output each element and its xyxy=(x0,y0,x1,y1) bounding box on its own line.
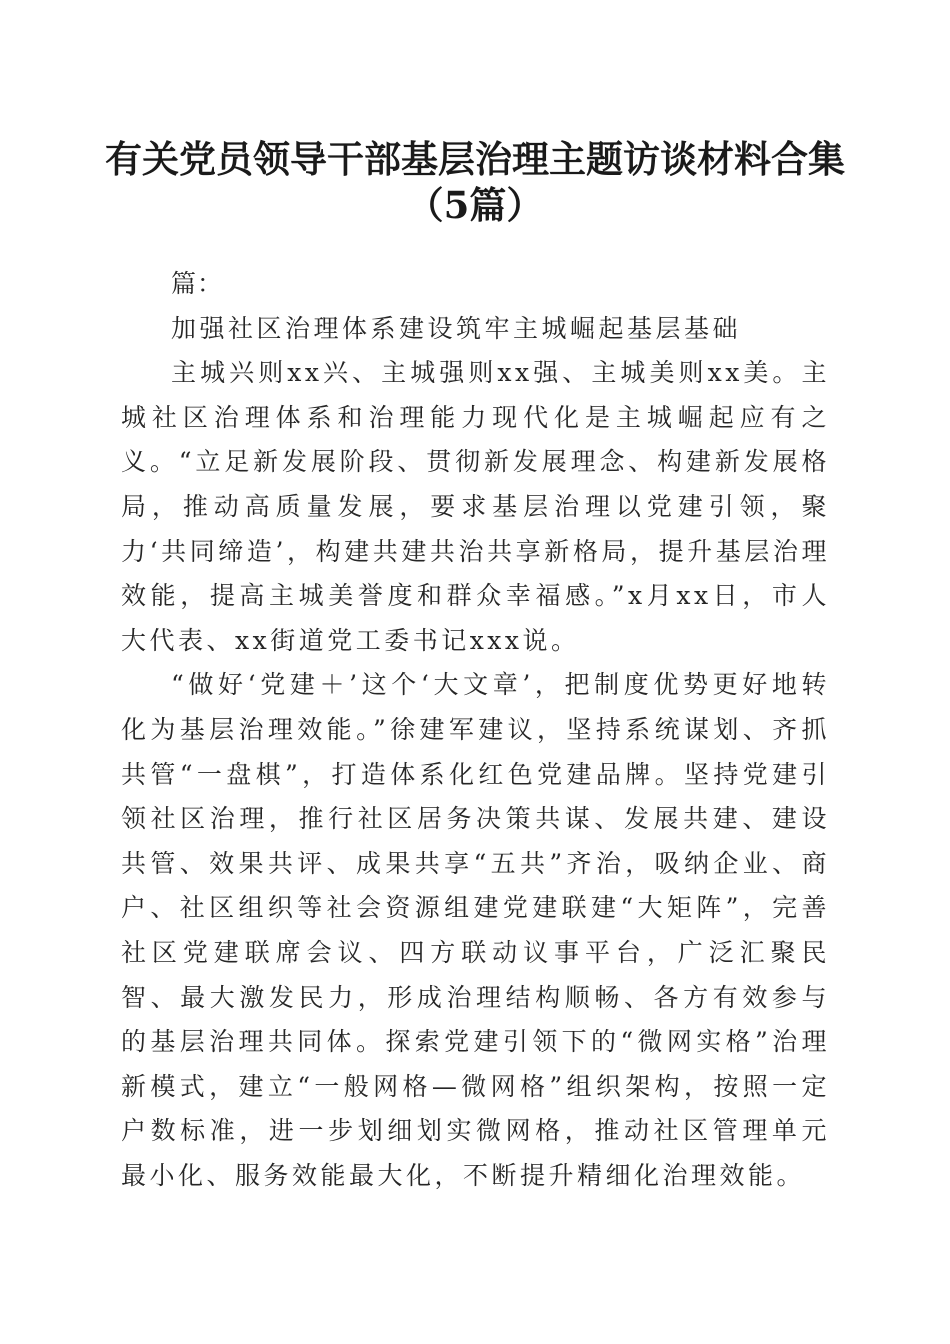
body-paragraph: “做好‘党建＋’这个‘大文章’，把制度优势更好地转化为基层治理效能。”徐建军建议，坚持系统谋划、齐抓共管“一盘棋”，打造体系化红色党建品牌。坚持党建引领社区治理，推行社区居务决策共谋、发展共建、建设共管、效果共评、成果共享“五共”齐治，吸纳企业、商户、社区组织等社会资源组建党建联建“大矩阵”，完善社区党建联席会议、四方联动议事平台，广泛汇聚民智、最大激发民力，形成治理结构顺畅、各方有效参与的基层治理共同体。探索党建引领下的“微网实格”治理新模式，建立“一般网格—微网格”组织架构，按照一定户数标准，进一步划细划实微网格，推动社区管理单元最小化、服务效能最大化，不断提升精细化治理效能。 xyxy=(121,670,830,1190)
document-body xyxy=(121,262,830,1198)
section-heading: 加强社区治理体系建设筑牢主城崛起基层基础 xyxy=(171,313,742,343)
document-title-count: （5篇） xyxy=(406,183,544,227)
section-label: 篇： xyxy=(171,269,224,298)
document-title: 有关党员领导干部基层治理主题访谈材料合集 xyxy=(105,137,845,181)
body-paragraph: 主城兴则xx兴、主城强则xx强、主城美则xx美。主城社区治理体系和治理能力现代化是主城崛起应有之义。“立足新发展阶段、贯彻新发展理念、构建新发展格局，推动高质量发展，要求基层治理以党建引领，聚力‘共同缔造’，构建共建共治共享新格局，提升基层治理效能，提高主城美誉度和群众幸福感。”x月xx日，市人大代表、xx街道党工委书记xxx说。 xyxy=(121,358,830,655)
